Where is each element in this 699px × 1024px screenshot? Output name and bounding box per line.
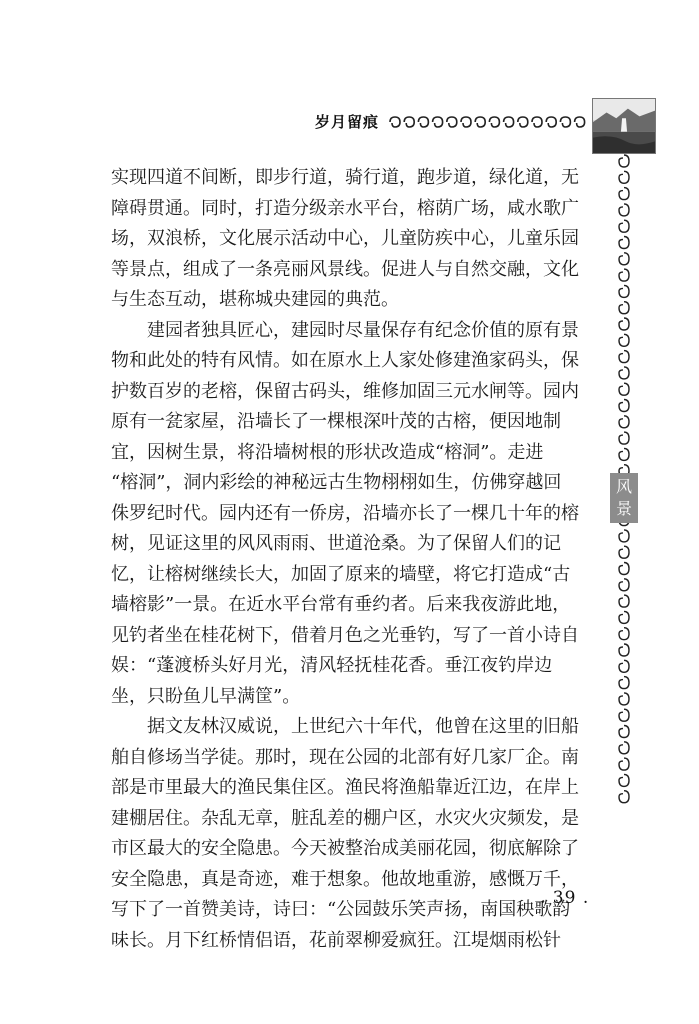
text-line: 据文友林汉威说，上世纪六十年代，他曾在这里的旧船 (147, 716, 579, 737)
text-line: 娱：“蓬渡桥头好月光，清风轻抚桂花香。垂江夜钓岸边 (111, 655, 553, 676)
text-line: 原有一瓫家屋，沿墙长了一棵根深叶茂的古榕，便因地制 (111, 411, 561, 432)
text-line: 场，双浪桥，文化展示活动中心，儿童防疾中心，儿童乐园 (111, 228, 579, 249)
text-line: 建园者独具匠心，建园时尽量保存有纪念价值的原有景 (147, 319, 579, 341)
text-line: 树，见证这里的风风雨雨、世道沧桑。为了保留人们的记 (111, 533, 561, 554)
text-line: 与生态互动，堪称城央建园的典范。 (111, 289, 399, 310)
body-text (111, 163, 603, 956)
text-line: 部是市里最大的渔民集住区。渔民将渔船靠近江边，在岸上 (111, 777, 579, 798)
text-line: 忆，让榕树继续长大，加固了原来的墙壁，将它打造成“古 (111, 563, 571, 585)
text-line: 舶自修场当学徒。那时，现在公园的北部有好几家厂企。南 (111, 746, 579, 768)
text-line: 宜，因树生景，将沿墙树根的形状改造成“榕洞”。走进 (111, 441, 544, 463)
text-line: 等景点，组成了一条亮丽风景线。促进人与自然交融，文化 (111, 258, 579, 280)
text-line: 障碍贯通。同时，打造分级亲水平台，榕荫广场，咸水歌广 (111, 197, 579, 219)
text-line: 写下了一首赞美诗，诗曰：“公园鼓乐笑声扬，南国秧歌韵 (111, 899, 571, 920)
text-line: 侏罗纪时代。园内还有一侨房，沿墙亦长了一棵几十年的榕 (111, 502, 579, 524)
section-title: 岁月留痕 (315, 113, 380, 131)
text-line: 护数百岁的老榕，保留古码头，维修加固三元水闸等。园内 (111, 380, 579, 402)
text-line: 实现四道不间断，即步行道，骑行道，跑步道，绿化道，无 (111, 167, 579, 188)
text-line: “榕洞”，洞内彩绘的神秘远古生物栩栩如生，仿佛穿越回 (111, 472, 562, 493)
text-line: 安全隐患，真是奇迹，难于想象。他故地重游，感慨万千， (111, 868, 579, 890)
text-line: 物和此处的特有风情。如在原水上人家处修建渔家码头，保 (111, 350, 579, 371)
page-number: . 39 . (540, 888, 590, 908)
side-tab-label: 风景 (610, 473, 638, 523)
text-line: 见钓者坐在桂花树下，借着月色之光垂钓，写了一首小诗自 (111, 624, 579, 646)
text-line: 味长。月下红桥情侣语，花前翠柳爱疯狂。江堤烟雨松针 (111, 929, 561, 951)
text-line: 建棚居住。杂乱无章，脏乱差的棚户区，水灾火灾频发，是 (111, 807, 579, 829)
text-line: 墙榕影”一景。在近水平台常有垂约者。后来我夜游此地， (111, 594, 571, 615)
landscape-photo-icon (592, 98, 656, 154)
text-line: 市区最大的安全隐患。今天被整治成美丽花园，彻底解除了 (111, 838, 579, 859)
text-line: 坐，只盼鱼儿早满筐”。 (111, 685, 301, 707)
scroll-ornament-icon (388, 115, 593, 129)
